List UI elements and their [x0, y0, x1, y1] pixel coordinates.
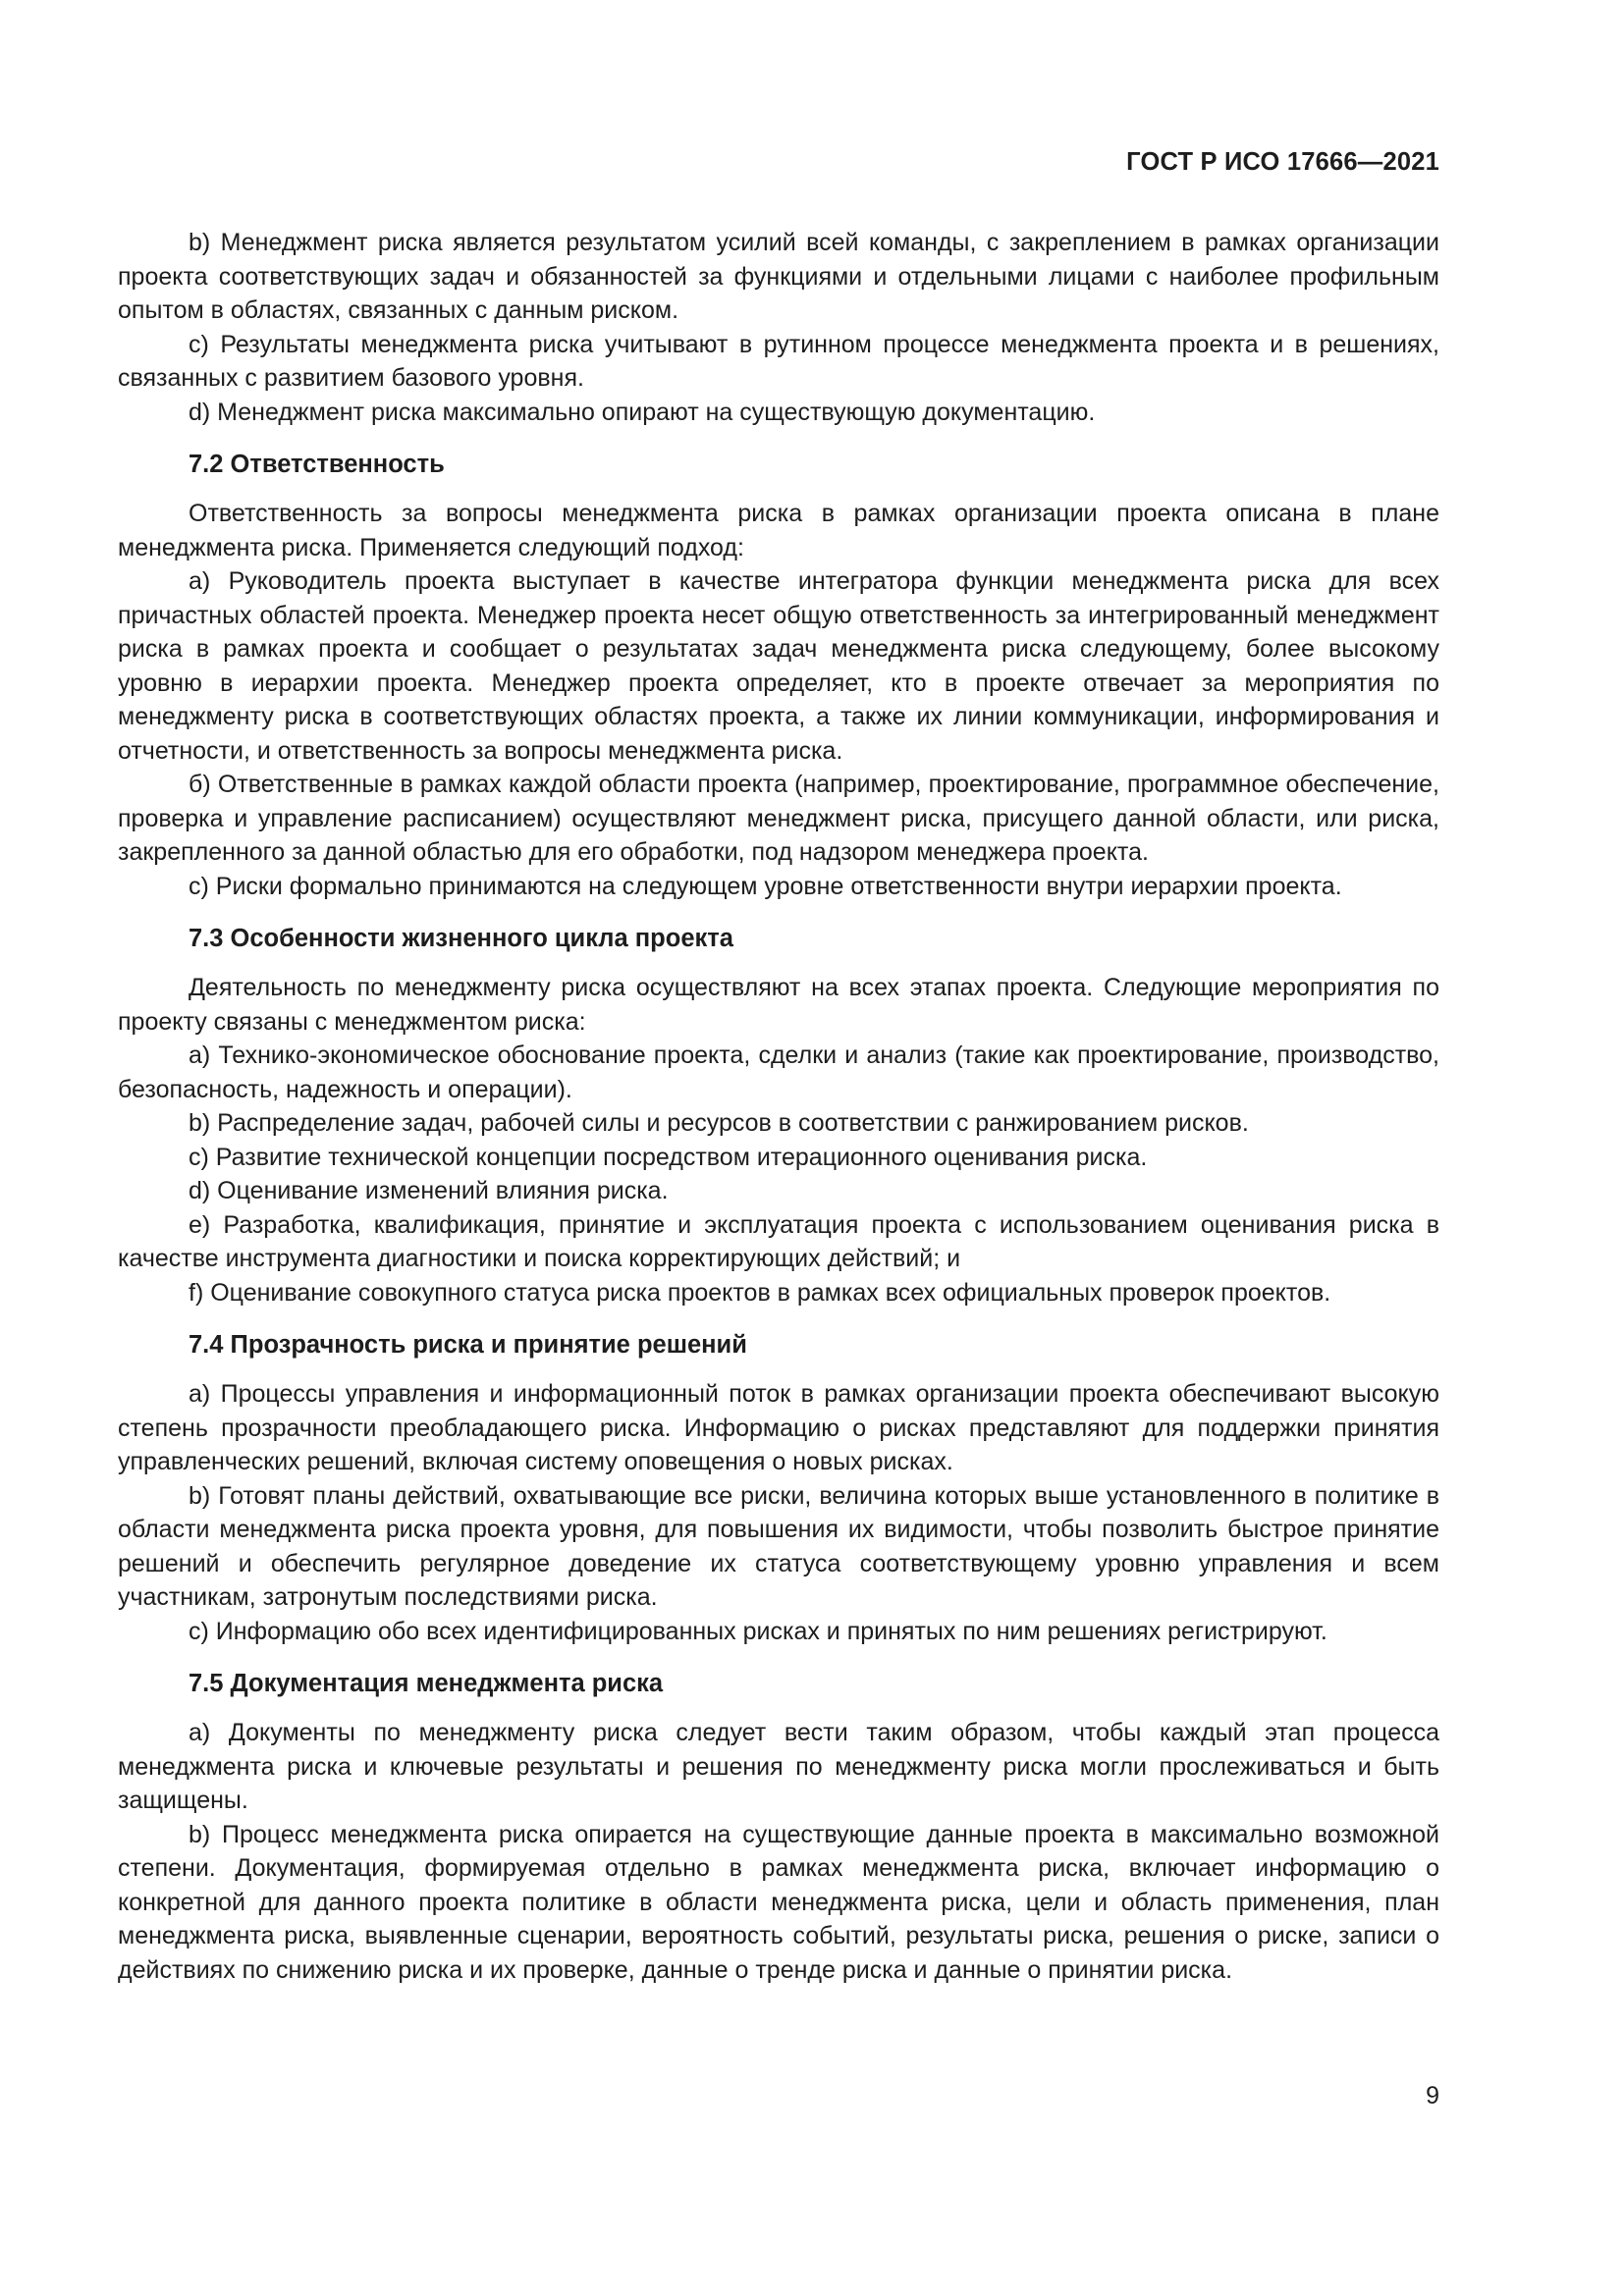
paragraph: a) Руководитель проекта выступает в качестве интегратора функции менеджмента риска для всех причастных областей проекта. Менеджер проекта несет общую ответственность за интегрированный менеджмент риска в рамках проекта и сообщает о результатах задач менеджмента риска следующему, более высокому уровню в иерархии проекта. Менеджер проекта определяет, кто в проекте отвечает за мероприятия по менеджменту риска в соответствующих областях проекта, а также их линии коммуникации, информирования и отчетности, и ответственность за вопросы менеджмента риска. — [118, 567, 1439, 765]
section-7-4 — [118, 1328, 1439, 1648]
paragraph: a) Технико-экономическое обоснование проекта, сделки и анализ (такие как проектирование, производство, безопасность, надежность и операции). — [118, 1041, 1439, 1103]
document-body — [118, 226, 1439, 1987]
paragraph: c) Информацию обо всех идентифицированных рисках и принятых по ним решениях регистрируют. — [189, 1617, 1327, 1645]
paragraph: c) Развитие технической концепции посредством итерационного оценивания риска. — [189, 1143, 1148, 1171]
section-heading: 7.5 Документация менеджмента риска — [189, 1670, 664, 1697]
paragraph: Деятельность по менеджменту риска осуществляют на всех этапах проекта. Следующие мероприятия по проекту связаны с менеджментом риска: — [118, 974, 1439, 1036]
paragraph: f) Оценивание совокупного статуса риска проектов в рамках всех официальных проверок проектов. — [189, 1278, 1331, 1307]
paragraph: b) Менеджмент риска является результатом усилий всей команды, с закреплением в рамках организации проекта соответствующих задач и обязанностей за функциями и отдельными лицами с наиболее профильным опытом в областях, связанных с данным риском. — [118, 229, 1439, 324]
paragraph: c) Риски формально принимаются на следующем уровне ответственности внутри иерархии проекта. — [189, 872, 1342, 900]
section-7-3 — [118, 922, 1439, 1309]
section-7-2 — [118, 448, 1439, 903]
paragraph: b) Процесс менеджмента риска опирается на существующие данные проекта в максимально возможной степени. Документация, формируемая отдельно в рамках менеджмента риска, включает информацию о конкретной для данного проекта политике в области менеджмента риска, цели и область применения, план менеджмента риска, выявленные сценарии, вероятность событий, результаты риска, решения о риске, записи о действиях по снижению риска и их проверке, данные о тренде риска и данные о принятии риска. — [118, 1820, 1439, 1984]
section-7-5 — [118, 1667, 1439, 1987]
section-heading: 7.3 Особенности жизненного цикла проекта — [189, 925, 733, 952]
section-heading: 7.2 Ответственность — [189, 451, 445, 478]
paragraph: b) Готовят планы действий, охватывающие все риски, величина которых выше установленного в политике в области менеджмента риска проекта уровня, для повышения их видимости, чтобы позволить быстрое принятие решений и обеспечить регулярное доведение их статуса соответствующему уровню управления и всем участникам, затронутым последствиями риска. — [118, 1481, 1439, 1611]
paragraph: d) Оценивание изменений влияния риска. — [189, 1177, 669, 1204]
paragraph: Ответственность за вопросы менеджмента риска в рамках организации проекта описана в плане менеджмента риска. Применяется следующий подход: — [118, 500, 1439, 561]
paragraph: a) Документы по менеджменту риска следует вести таким образом, чтобы каждый этап процесса менеджмента риска и ключевые результаты и решения по менеджменту риска могли прослеживаться и быть защищены. — [118, 1719, 1439, 1814]
section-heading: 7.4 Прозрачность риска и принятие решений — [189, 1331, 747, 1359]
intro-block — [118, 226, 1439, 429]
paragraph: e) Разработка, квалификация, принятие и эксплуатация проекта с использованием оценивания риска в качестве инструмента диагностики и поиска корректирующих действий; и — [118, 1210, 1439, 1272]
paragraph: b) Распределение задач, рабочей силы и ресурсов в соответствии с ранжированием рисков. — [189, 1109, 1249, 1137]
paragraph: d) Менеджмент риска максимально опирают на существующую документацию. — [189, 398, 1096, 426]
page-number: 9 — [1426, 2082, 1439, 2109]
paragraph: c) Результаты менеджмента риска учитывают в рутинном процессе менеджмента проекта и в решениях, связанных с развитием базового уровня. — [118, 330, 1439, 392]
paragraph: б) Ответственные в рамках каждой области проекта (например, проектирование, программное обеспечение, проверка и управление расписанием) осуществляют менеджмент риска, присущего данной области, или риска, закрепленного за данной областью для его обработки, под надзором менеджера проекта. — [118, 771, 1439, 866]
paragraph: a) Процессы управления и информационный поток в рамках организации проекта обеспечивают высокую степень прозрачности преобладающего риска. Информацию о рисках представляют для поддержки принятия управленческих решений, включая систему оповещения о новых рисках. — [118, 1380, 1439, 1475]
standard-code: ГОСТ Р ИСО 17666—2021 — [1126, 148, 1439, 176]
